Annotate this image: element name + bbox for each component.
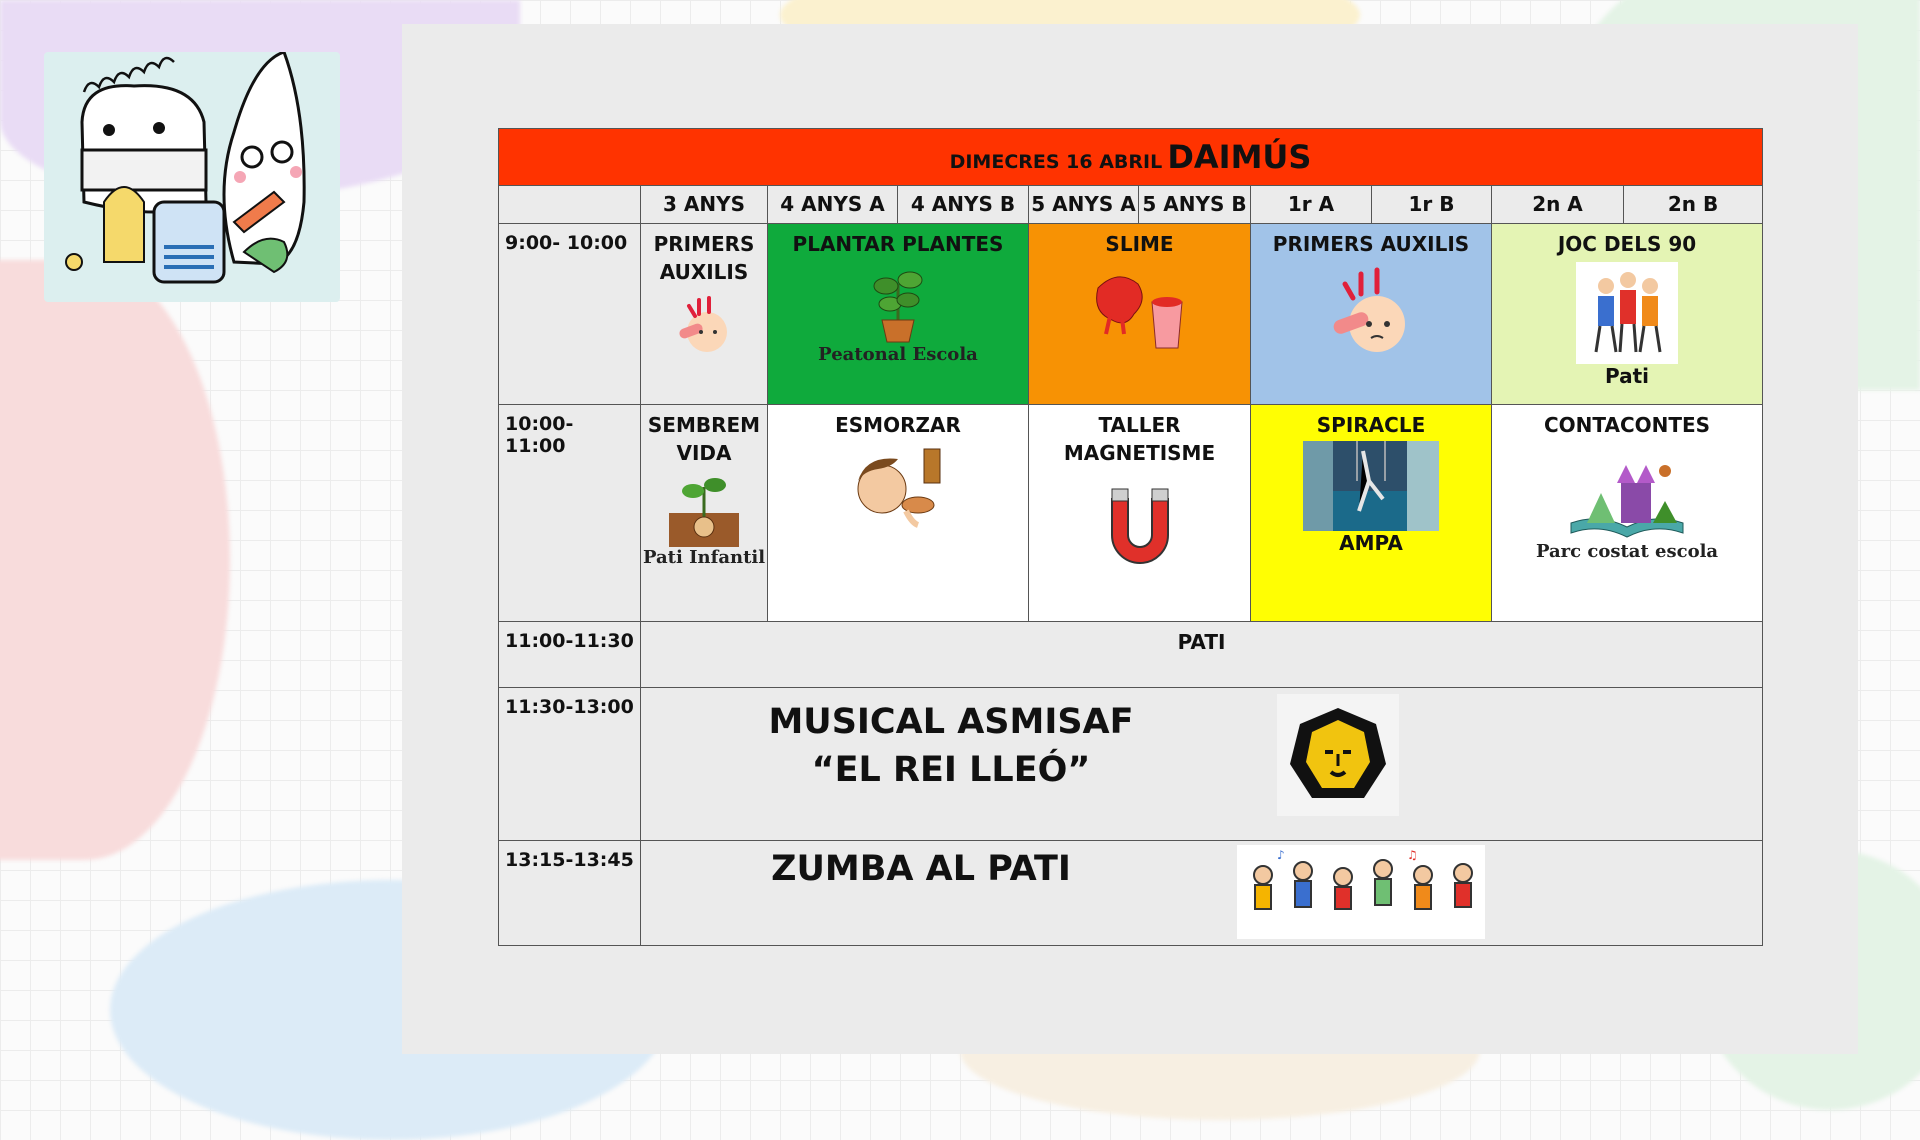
activity-subtitle: “EL REI LLEÓ” [811,750,1091,791]
activity-location: Peatonal Escola [818,343,978,365]
schedule-title [499,129,1763,186]
table-row [499,223,1763,404]
corner-cell [499,186,641,223]
column-header: 4 ANYS A [768,186,898,223]
table-row [499,841,1763,946]
activity-cell-3-anys [641,223,768,404]
activity-label: SPIRACLE [1316,412,1426,437]
activity-cell-2n [1492,404,1763,621]
activity-cell-4-anys [768,404,1029,621]
column-header: 5 ANYS B [1139,186,1251,223]
activity-cell-2n [1492,223,1763,404]
column-header: 2n A [1492,186,1624,223]
activity-cell-3-anys [641,404,768,621]
magnet-icon [1090,471,1190,583]
column-header: 1r B [1372,186,1492,223]
activity-label: JOC DELS 90 [1557,231,1697,256]
activity-label: PRIMERS AUXILIS [653,231,755,284]
activity-location: Parc costat escola [1535,540,1719,562]
activity-cell-4-anys [768,223,1029,404]
table-row [499,688,1763,841]
time-slot: 11:00-11:30 [499,621,641,687]
slime-hand-icon [1088,264,1192,354]
title-row [499,129,1763,186]
storybook-castle-icon [1567,457,1687,541]
svg-text:♫: ♫ [1407,848,1418,863]
activity-cell-all [641,688,1763,841]
children-dancing-icon [1576,262,1678,364]
column-header: 3 ANYS [641,186,768,223]
svg-text:♪: ♪ [1277,848,1285,863]
column-header: 2n B [1624,186,1763,223]
column-header: 1r A [1251,186,1372,223]
activity-location: Pati Infantil [642,546,766,568]
activity-cell-1r [1251,223,1492,404]
table-row [499,404,1763,621]
time-slot: 9:00- 10:00 [499,223,641,404]
potted-plant-icon [870,264,926,344]
time-slot: 13:15-13:45 [499,841,641,946]
first-aid-baby-icon [1323,264,1419,360]
activity-label: MUSICAL ASMISAF [768,702,1134,743]
activity-label: PLANTAR PLANTES [792,231,1004,256]
activity-label: CONTACONTES [1543,412,1711,437]
musical-title [761,698,1141,794]
school-logo-illustration [44,52,340,302]
time-slot: 11:30-13:00 [499,688,641,841]
activity-label: SLIME [1105,231,1174,256]
schedule-panel [402,24,1858,1054]
column-header: 5 ANYS A [1029,186,1139,223]
title-date: DIMECRES 16 ABRIL [949,151,1163,174]
aerial-circus-photo [1303,441,1439,531]
activity-cell-all [641,621,1763,687]
title-school: DAIMÚS [1167,138,1312,177]
time-slot: 10:00- 11:00 [499,404,641,621]
activity-cell-5-anys [1029,404,1251,621]
eating-breakfast-icon [848,445,948,531]
activity-cell-1r [1251,404,1492,621]
bg-blob-pink [0,260,230,860]
activity-cell-5-anys [1029,223,1251,404]
activity-label: TALLER MAGNETISME [1063,412,1216,465]
dancing-kids-illustration [1237,845,1485,939]
activity-label: ZUMBA AL PATI [771,849,1071,890]
lion-king-logo [1277,694,1399,816]
group-header-row [499,186,1763,223]
activity-label: ESMORZAR [835,412,961,437]
table-row [499,621,1763,687]
activity-label: PATI [1177,629,1226,654]
activity-schedule-table [498,128,1763,946]
planting-seedling-icon [667,473,741,547]
activity-location: AMPA [1339,530,1403,555]
activity-cell-all [641,841,1763,946]
activity-label: SEMBREM VIDA [647,412,761,465]
first-aid-baby-icon [671,292,737,358]
activity-label: PRIMERS AUXILIS [1272,231,1470,256]
column-header: 4 ANYS B [898,186,1029,223]
activity-location: Pati [1604,363,1650,388]
